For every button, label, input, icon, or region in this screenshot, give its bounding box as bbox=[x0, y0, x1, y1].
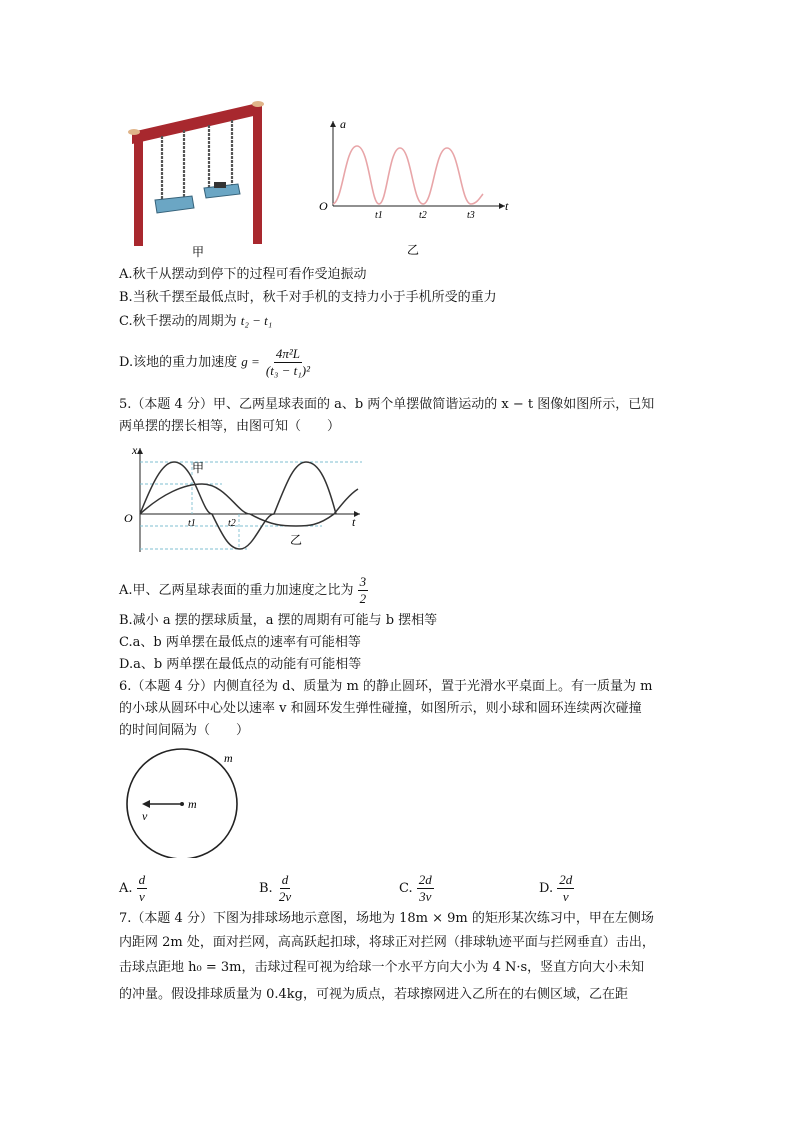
velocity-label: v bbox=[142, 809, 148, 823]
q4-option-c-text: C.秋千摆动的周期为 bbox=[119, 314, 237, 329]
q5-option-d: D.a、b 两单摆在最低点的动能有可能相等 bbox=[119, 657, 362, 672]
t2-label: t2 bbox=[419, 210, 427, 221]
q5-option-a bbox=[119, 574, 368, 607]
t1-label: t1 bbox=[375, 210, 383, 221]
phone-icon bbox=[214, 182, 226, 188]
ring-mass-label: m bbox=[224, 751, 233, 765]
q6-option-c: C. $\frac{2d}{3v}$ bbox=[399, 872, 432, 904]
origin-label-q5: O bbox=[124, 511, 133, 525]
q4-option-d-text: D.该地的重力加速度 bbox=[119, 355, 238, 370]
q5-option-b: B.减小 a 摆的摆球质量，a 摆的周期有可能与 b 摆相等 bbox=[119, 613, 438, 628]
x-t-graph bbox=[122, 444, 367, 559]
q4-option-b: B.当秋千摆至最低点时，秋千对手机的支持力小于手机所受的重力 bbox=[119, 290, 497, 305]
acceleration-curve bbox=[333, 146, 483, 204]
curve-label-yi: 乙 bbox=[290, 533, 303, 547]
swing-label-jia: 甲 bbox=[192, 245, 205, 259]
ring-figure bbox=[124, 746, 244, 858]
q5-stem-line-2: 两单摆的摆长相等，由图可知（ ） bbox=[119, 419, 341, 434]
swing-top-beam bbox=[132, 102, 262, 144]
q4-option-a: A.秋千从摆动到停下的过程可看作受迫振动 bbox=[119, 267, 367, 282]
q4-option-d-lhs: g = bbox=[241, 354, 260, 369]
q6-option-a: A. $\frac{d}{v}$ bbox=[119, 872, 146, 904]
q5-option-c: C.a、b 两单摆在最低点的速率有可能相等 bbox=[119, 635, 361, 650]
curve-label-jia: 甲 bbox=[192, 461, 205, 475]
q5-stem-line-1: 5.（本题 4 分）甲、乙两星球表面的 a、b 两个单摆做简谐运动的 x − t 图像如图所示，已知 bbox=[119, 397, 655, 412]
curve-yi bbox=[140, 484, 358, 526]
q6-stem-line-3: 的时间间隔为（ ） bbox=[119, 723, 250, 738]
swing-left-post bbox=[134, 136, 143, 246]
q4-option-d-fraction: $\frac{\text{4π²L}}{\text{(t₃ − t₁)²}}$ bbox=[265, 346, 310, 378]
origin-label: O bbox=[319, 199, 328, 213]
q4-option-c bbox=[119, 312, 272, 331]
t2-label-q5: t2 bbox=[228, 518, 236, 529]
swing-right-post bbox=[253, 108, 262, 244]
axis-a-label: a bbox=[340, 117, 346, 131]
q7-stem-line-4: 的冲量。假设排球质量为 0.4kg，可视为质点，若球擦网进入乙所在的右侧区域，乙在距 bbox=[119, 987, 629, 1002]
q6-option-b: B. $\frac{d}{2v}$ bbox=[259, 872, 292, 904]
q6-stem-line-1: 6.（本题 4 分）内侧直径为 d、质量为 m 的静止圆环，置于光滑水平桌面上。有一质量为 m bbox=[119, 679, 653, 694]
ball-mass-label: m bbox=[188, 797, 197, 811]
t3-label: t3 bbox=[467, 210, 475, 221]
velocity-arrow-icon bbox=[142, 800, 150, 808]
q5-option-a-text: A.甲、乙两星球表面的重力加速度之比为 bbox=[119, 583, 354, 598]
graph-label-yi: 乙 bbox=[407, 243, 420, 257]
axis-t-label: t bbox=[505, 199, 509, 213]
swing-seat-left bbox=[155, 196, 194, 213]
swing-figure bbox=[122, 96, 272, 261]
q7-stem-line-2: 内距网 2m 处，面对拦网，高高跃起扣球，将球正对拦网（排球轨迹平面与拦网垂直）击出， bbox=[119, 935, 655, 950]
axis-t-label-q5: t bbox=[352, 515, 356, 529]
axis-x-label: x bbox=[132, 444, 138, 457]
acceleration-graph bbox=[315, 116, 515, 261]
q7-stem-line-1: 7.（本题 4 分）下图为排球场地示意图，场地为 18m × 9m 的矩形某次练习中，甲在左侧场 bbox=[119, 911, 654, 926]
q4-option-d bbox=[119, 346, 312, 379]
q4-option-c-expr: t₂ − t₁ bbox=[240, 313, 273, 328]
q7-stem-line-3: 击球点距地 h₀ = 3m，击球过程可视为给球一个水平方向大小为 4 N·s，竖直方向大小未知 bbox=[119, 960, 645, 975]
q6-option-d: D. $\frac{2d}{v}$ bbox=[539, 872, 573, 904]
q6-stem-line-2: 的小球从圆环中心处以速率 v 和圆环发生弹性碰撞，如图所示，则小球和圆环连续两次碰撞 bbox=[119, 701, 642, 716]
t1-label-q5: t1 bbox=[188, 518, 196, 529]
q5-option-a-fraction: $\frac{3}{2}$ bbox=[359, 574, 367, 606]
curve-jia bbox=[140, 462, 336, 549]
